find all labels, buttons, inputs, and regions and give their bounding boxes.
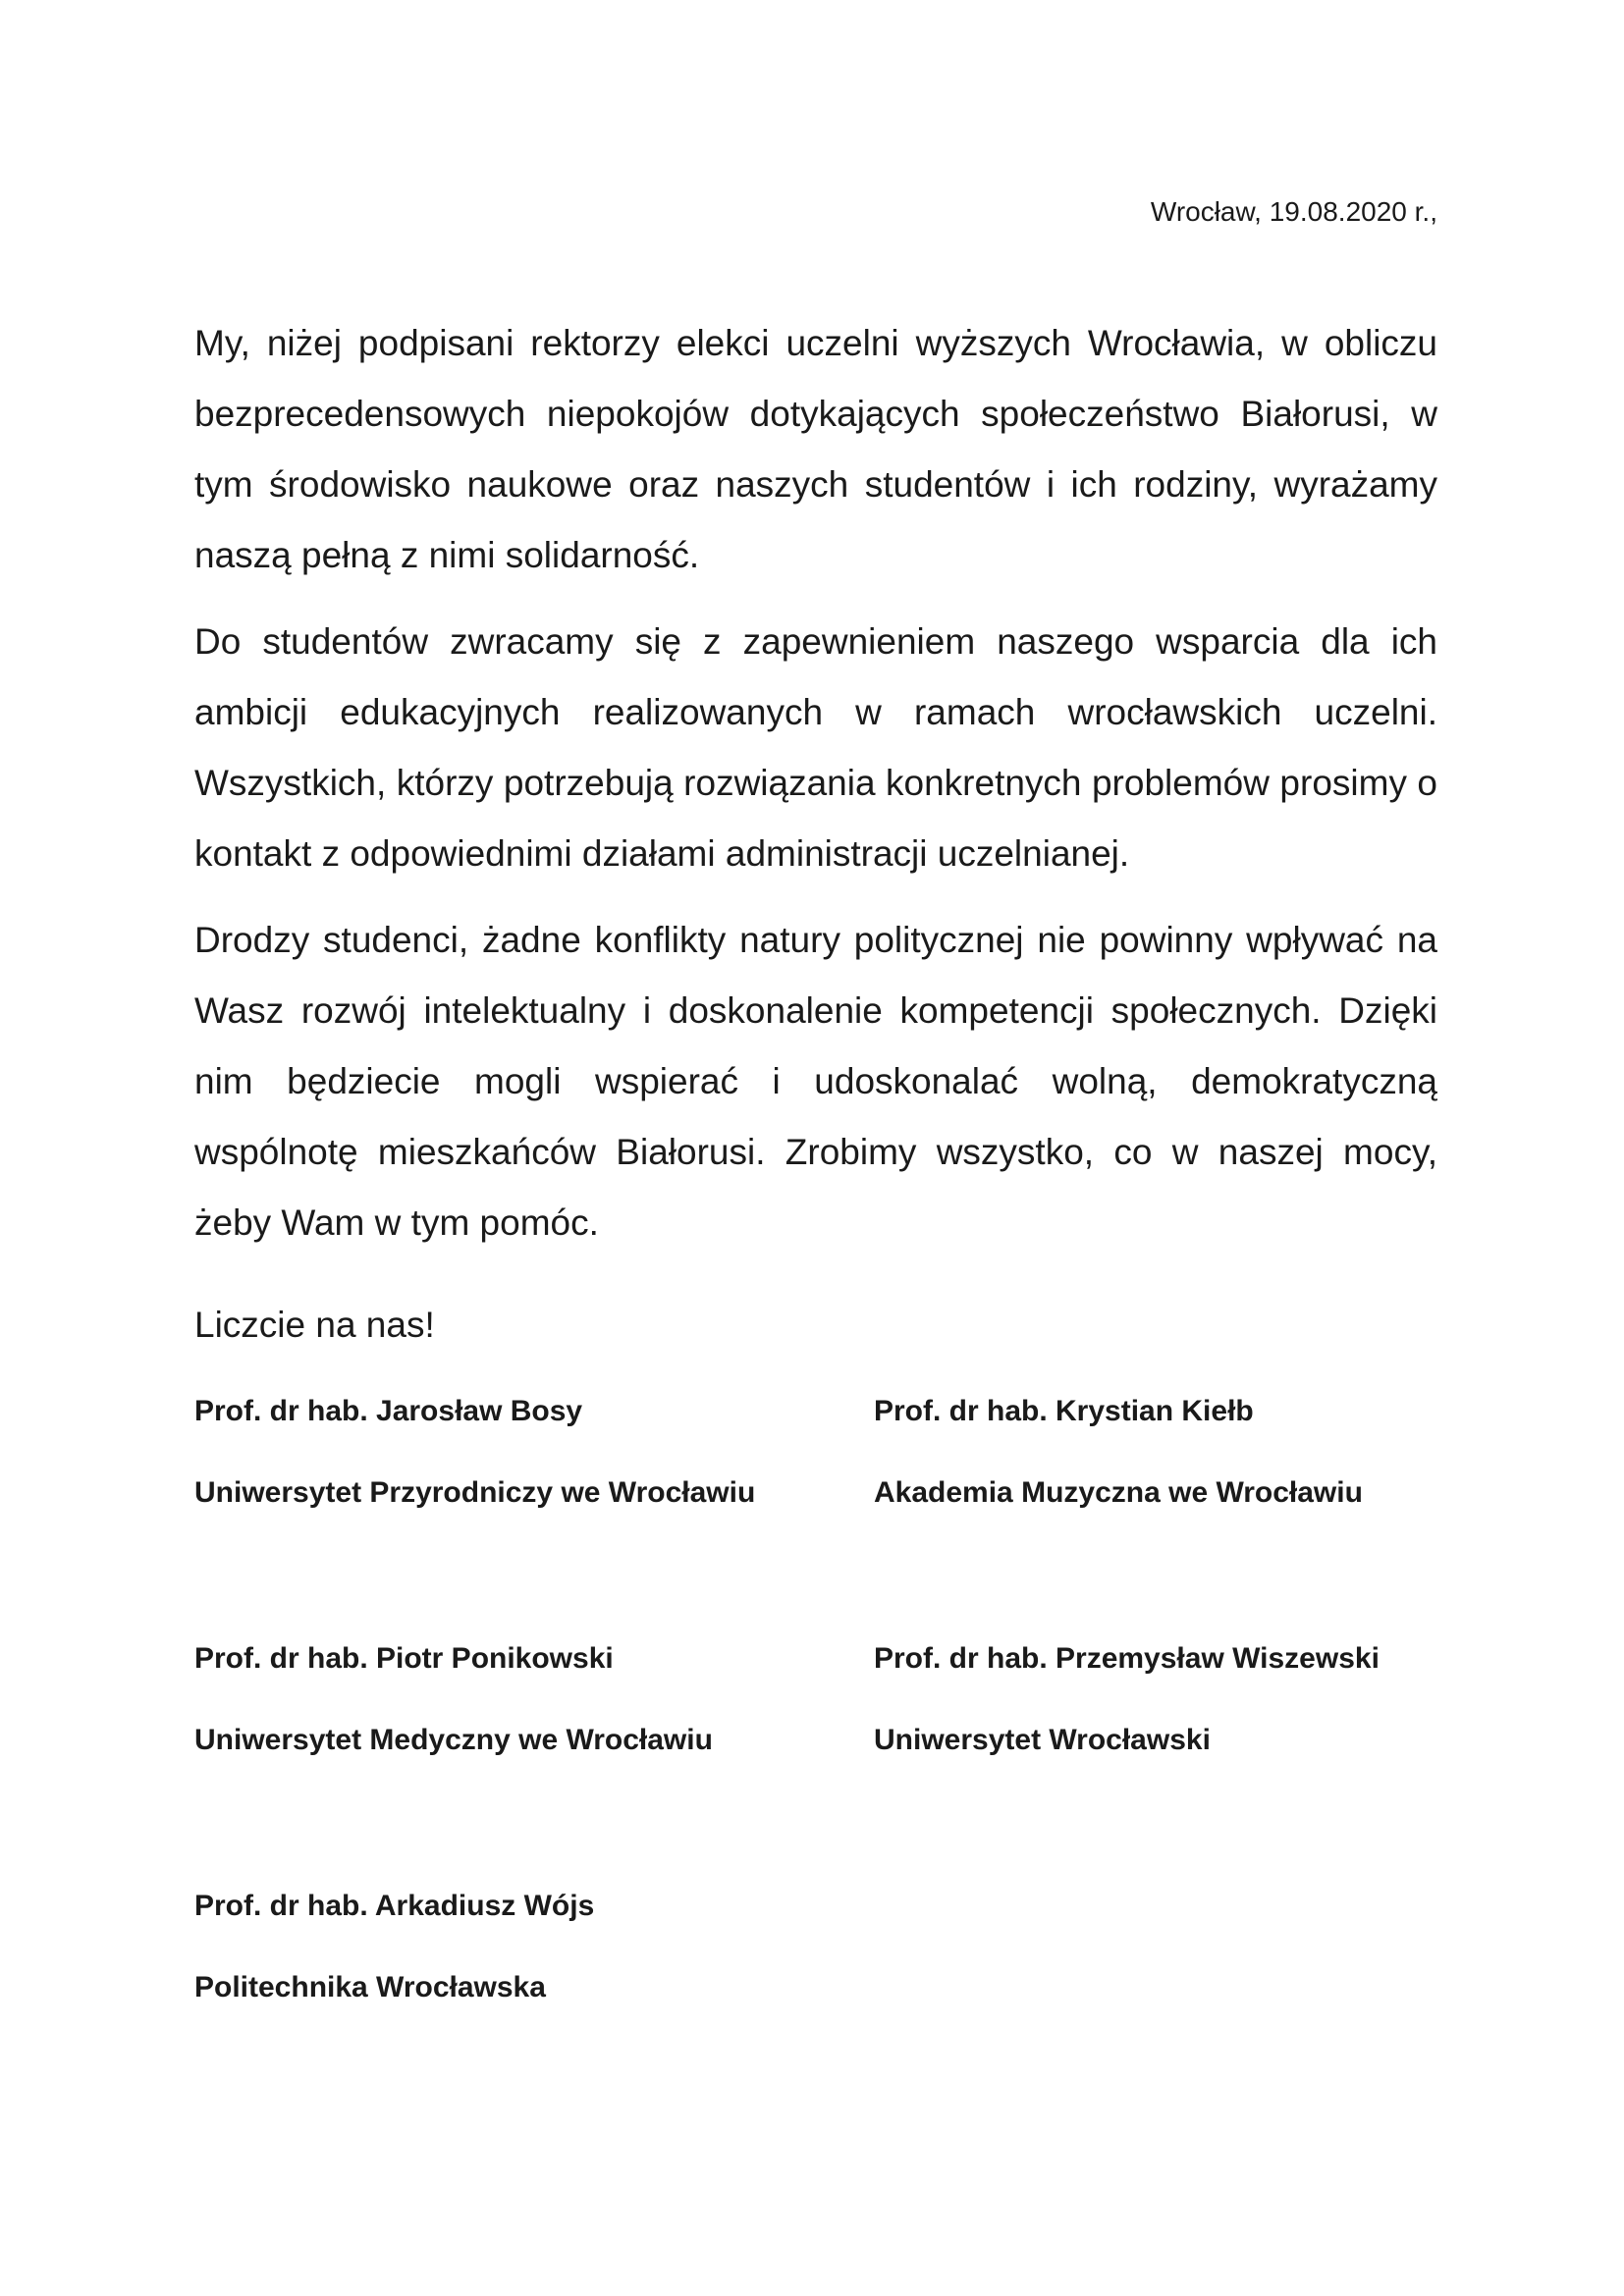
letter-body: [194, 308, 1437, 1274]
paragraph-solidarity: My, niżej podpisani rektorzy elekci uczelni wyższych Wrocławia, w obliczu bezprecedensowych niepokojów dotykających społeczeństwo Białorusi, w tym środowisko naukowe oraz naszych studentów i ich rodziny, wyrażamy naszą pełną z nimi solidarność.: [194, 323, 1437, 575]
signature-block: [194, 1639, 713, 1760]
signatory-institution: Politechnika Wrocławska: [194, 1971, 546, 2003]
signatory-institution: Uniwersytet Medyczny we Wrocławiu: [194, 1724, 713, 1756]
paragraph-encouragement: Drodzy studenci, żadne konflikty natury politycznej nie powinny wpływać na Wasz rozwój intelektualny i doskonalenie kompetencji społecznych. Dzięki nim będziecie mogli wspierać i udoskonalać wolną, demokratyczną wspólnotę mieszkańców Białorusi. Zrobimy wszystko, co w naszej mocy, żeby Wam w tym pomóc.: [194, 920, 1437, 1243]
signatory-name: Prof. dr hab. Krystian Kiełb: [874, 1395, 1254, 1427]
signature-block: [874, 1392, 1363, 1513]
signatory-institution: Uniwersytet Wrocławski: [874, 1724, 1211, 1756]
signatory-name: Prof. dr hab. Arkadiusz Wójs: [194, 1890, 595, 1922]
closing-line: Liczcie na nas!: [194, 1305, 435, 1345]
paragraph-support: Do studentów zwracamy się z zapewnieniem naszego wsparcia dla ich ambicji edukacyjnych realizowanych w ramach wrocławskich uczelni. Wszystkich, którzy potrzebują rozwiązania konkretnych problemów prosimy o kontakt z odpowiednimi działami administracji uczelnianej.: [194, 621, 1437, 874]
signature-block: [874, 1639, 1380, 1760]
date-line: Wrocław, 19.08.2020 r.,: [1150, 196, 1437, 227]
signature-block: [194, 1392, 755, 1513]
signatory-name: Prof. dr hab. Jarosław Bosy: [194, 1395, 583, 1427]
signatory-name: Prof. dr hab. Przemysław Wiszewski: [874, 1642, 1380, 1675]
signature-block: [194, 1887, 594, 2007]
signatory-institution: Uniwersytet Przyrodniczy we Wrocławiu: [194, 1476, 756, 1509]
signatory-institution: Akademia Muzyczna we Wrocławiu: [874, 1476, 1363, 1509]
signatory-name: Prof. dr hab. Piotr Ponikowski: [194, 1642, 614, 1675]
